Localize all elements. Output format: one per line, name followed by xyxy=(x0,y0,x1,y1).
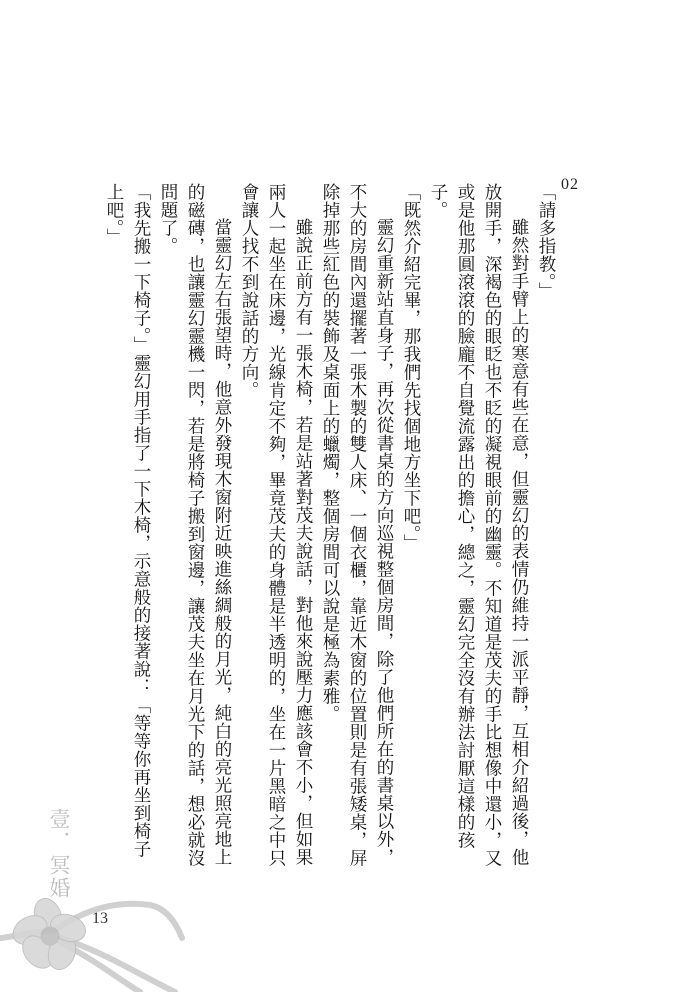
paragraph-2: 雖然對手臂上的寒意有些在意，但靈幻的表情仍維持一派平靜，互相介紹過後，他放開手，深褐色的眼眨也不眨的凝視眼前的幽靈。不知道是茂夫的手比想像中還小，又或是他那圓滾滾的臉龐不自覺流露出的擔心，總之，靈幻完全沒有辦法討厭這樣的孩子。 xyxy=(428,183,529,867)
flower-ribbon-ornament xyxy=(0,880,200,992)
paragraph-1: 「請多指教。」 xyxy=(536,183,556,301)
chapter-mark: 壹．冥婚 xyxy=(47,808,71,900)
paragraph-6: 當靈幻左右張望時，他意外發現木窗附近映進絲綢般的月光，純白的亮光照亮地上的磁磚，也讓靈幻靈機一閃，若是將椅子搬到窗邊，讓茂夫坐在月光下的話，想必就沒問題了。 xyxy=(158,183,232,867)
body-text xyxy=(100,183,559,873)
paragraph-7: 「我先搬一下椅子。」靈幻用手指了一下木椅，示意般的接著說：「等等你再坐到椅子上吧。」 xyxy=(104,183,151,859)
page-number: 02 xyxy=(561,176,579,193)
folio-page-number: 13 xyxy=(92,910,108,927)
paragraph-4: 靈幻重新站直身子，再次從書桌的方向巡視整個房間，除了他們所在的書桌以外，不大的房間內還擺著一張木製的雙人床、一個衣櫃，靠近木窗的位置則是有張矮桌，屏除掉那些紅色的裝飾及桌面上的蠟燭，整個房間可以說是極為素雅。 xyxy=(320,183,394,867)
paragraph-5: 雖說正前方有一張木椅，若是站著對茂夫說話，對他來說壓力應該會不小，但如果兩人一起坐在床邊，光線肯定不夠，畢竟茂夫的身體是半透明的，坐在一片黑暗之中只會讓人找不到說話的方向。 xyxy=(239,183,313,867)
paragraph-3: 「既然介紹完畢，那我們先找個地方坐下吧。」 xyxy=(401,183,421,553)
